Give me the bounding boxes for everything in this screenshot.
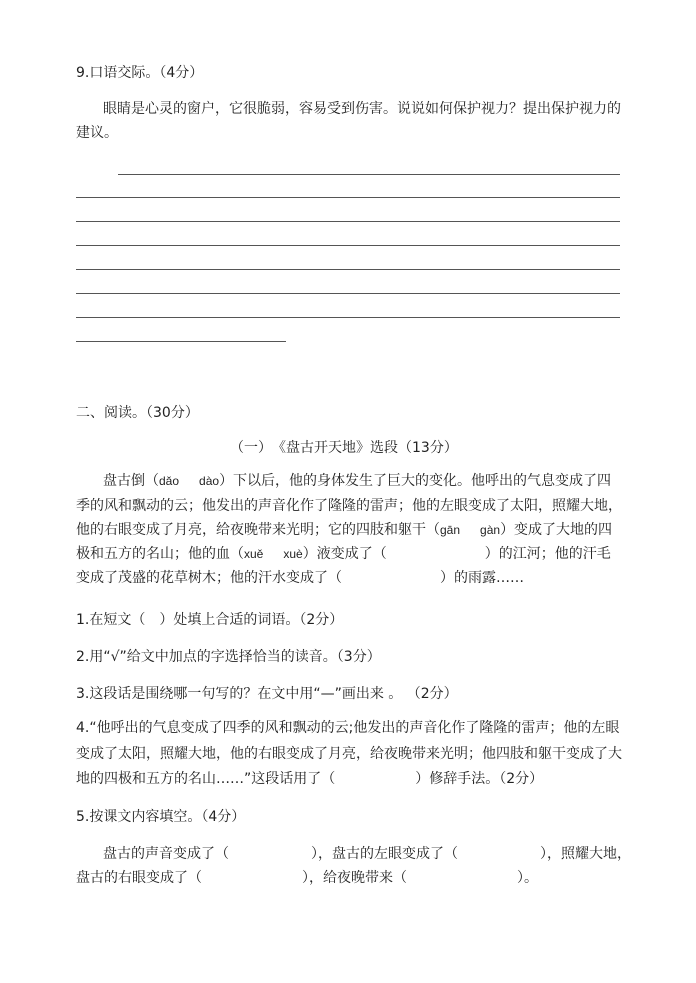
question-4-line-1: 4.“他呼出的气息变成了四季的风和飘动的云;他发出的声音化作了隆隆的雷声；他的左眼 — [76, 720, 620, 736]
underline-mark: — — [320, 686, 335, 702]
question-5: 5.按课文内容填空。（4分） — [76, 809, 246, 825]
q9-title: 9.口语交际。（4分） — [76, 65, 204, 81]
passage-title: （一） 《盘古开天地》选段（13分） — [230, 440, 458, 456]
answer-line[interactable] — [76, 197, 620, 198]
pinyin-option[interactable]: gàn — [480, 523, 501, 537]
answer-line[interactable] — [76, 269, 620, 270]
pinyin-option[interactable]: xuè — [283, 547, 303, 561]
question-1: 1.在短文（ ）处填上合适的词语。（2分） — [76, 612, 344, 628]
question-5-line-1: 盘古的声音变成了（ ），盘古的左眼变成了（ ），照耀大地， — [103, 846, 631, 862]
answer-line[interactable] — [76, 317, 620, 318]
question-4-line-2: 变成了太阳，照耀大地，他的右眼变成了月亮，给夜晚带来光明；他四肢和躯干变成了大 — [76, 746, 622, 762]
answer-line[interactable] — [76, 245, 620, 246]
question-3: 3.这段话是围绕哪一句写的？在文中用“—”画出来 。 （2分） — [76, 686, 458, 702]
pinyin-option[interactable]: dào — [199, 474, 220, 488]
passage-line-4: 极和五方的名山；他的血（xuě xuè）液变成了（ ）的江河；他的汗毛 — [76, 546, 611, 562]
passage-line-3: 他的右眼变成了月亮，给夜晚带来光明；它的四肢和躯干（gān gàn）变成了大地的四 — [76, 522, 613, 538]
question-5-line-2: 盘古的右眼变成了（ ），给夜晚带来（ ）。 — [76, 870, 538, 886]
question-2: 2.用“√”给文中加点的字选择恰当的读音。（3分） — [76, 649, 381, 665]
question-4-line-3: 地的四极和五方的名山……”这段话用了（ ）修辞手法。（2分） — [76, 771, 544, 787]
answer-line[interactable] — [76, 293, 620, 294]
passage-line-2: 季的风和飘动的云；他发出的声音化作了隆隆的雷声；他的左眼变成了太阳，照耀大地， — [76, 498, 622, 514]
section2-title: 二、阅读。（30分） — [76, 405, 199, 421]
pinyin-option[interactable]: gān — [440, 523, 461, 537]
answer-line[interactable] — [118, 174, 620, 175]
q9-prompt-line1: 眼睛是心灵的窗户，它很脆弱，容易受到伤害。说说如何保护视力？提出保护视力的 — [103, 101, 621, 117]
answer-line[interactable] — [76, 341, 286, 342]
passage-line-5: 变成了茂盛的花草树木；他的汗水变成了（ ）的雨露…… — [76, 570, 524, 586]
pinyin-option[interactable]: xuě — [244, 547, 264, 561]
pinyin-option[interactable]: dǎo — [159, 474, 180, 488]
passage-line-1: 盘古倒（dǎo dào）下以后，他的身体发生了巨大的变化。他呼出的气息变成了四 — [103, 473, 612, 489]
q9-prompt-line2: 建议。 — [76, 125, 118, 141]
answer-line[interactable] — [76, 221, 620, 222]
